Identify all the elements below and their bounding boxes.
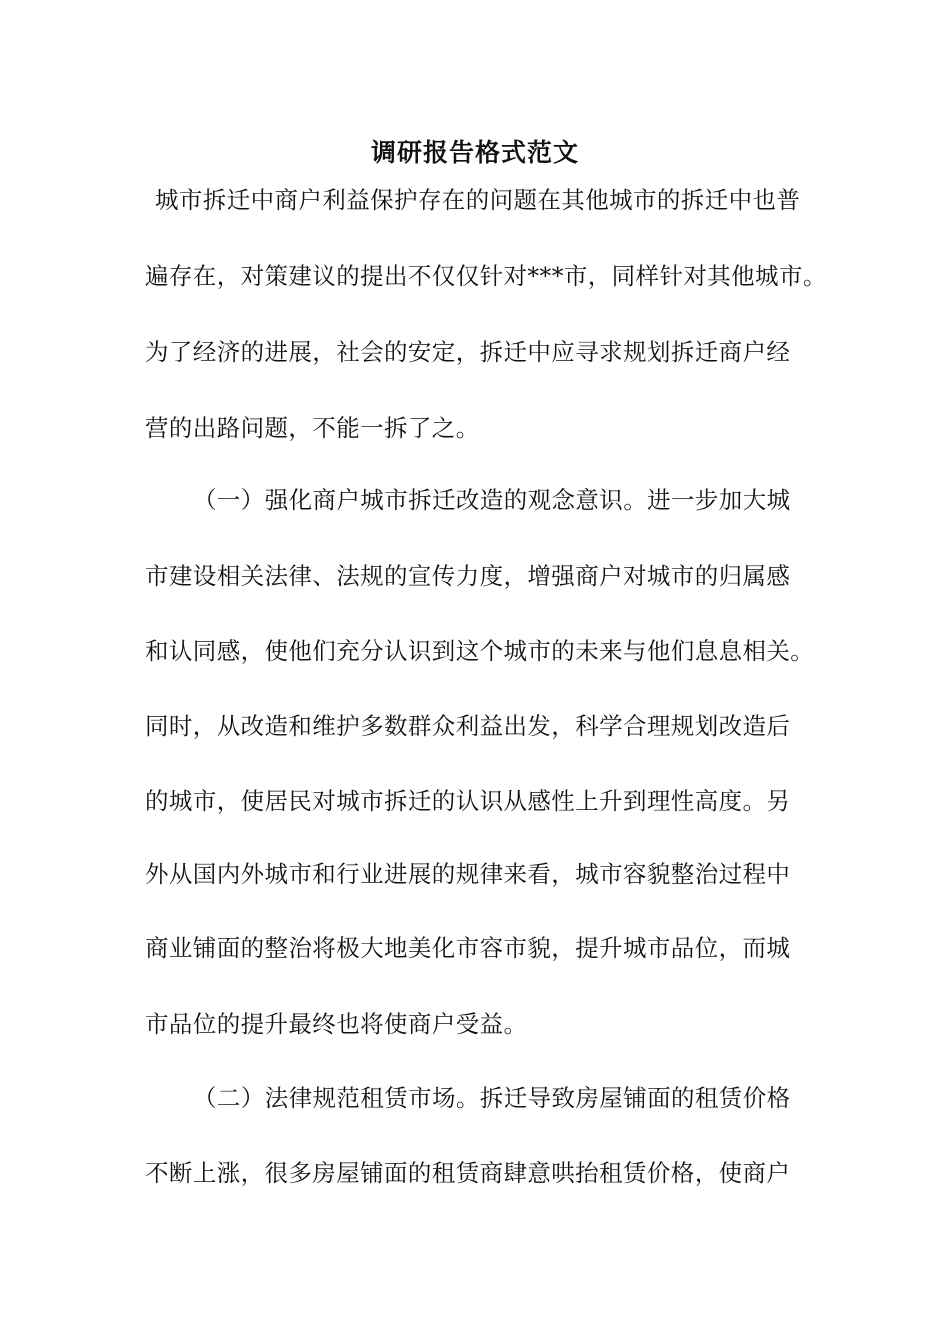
paragraph-line: 商业铺面的整治将极大地美化市容市貌，提升城市品位，而城 bbox=[145, 934, 791, 962]
paragraph-line: 城市拆迁中商户利益保护存在的问题在其他城市的拆迁中也普 bbox=[155, 186, 801, 214]
document-title: 调研报告格式范文 bbox=[370, 138, 579, 167]
paragraph-line: 遍存在，对策建议的提出不仅仅针对***市，同样针对其他城市。 bbox=[145, 262, 827, 290]
paragraph-line: 外从国内外城市和行业进展的规律来看，城市容貌整治过程中 bbox=[145, 860, 791, 888]
paragraph-line: 市建设相关法律、法规的宣传力度，增强商户对城市的归属感 bbox=[145, 562, 791, 590]
paragraph-line: （二）法律规范租赁市场。拆迁导致房屋铺面的租赁价格 bbox=[193, 1084, 791, 1112]
paragraph-line: 和认同感，使他们充分认识到这个城市的未来与他们息息相关。 bbox=[145, 637, 815, 665]
paragraph-line: 的城市，使居民对城市拆迁的认识从感性上升到理性高度。另 bbox=[145, 787, 791, 815]
paragraph-line: 市品位的提升最终也将使商户受益。 bbox=[145, 1010, 528, 1038]
paragraph-line: （一）强化商户城市拆迁改造的观念意识。进一步加大城 bbox=[193, 486, 791, 514]
paragraph-line: 不断上涨，很多房屋铺面的租赁商肆意哄抬租赁价格，使商户 bbox=[145, 1159, 791, 1187]
paragraph-line: 同时，从改造和维护多数群众利益出发，科学合理规划改造后 bbox=[145, 712, 791, 740]
paragraph-line: 为了经济的进展，社会的安定，拆迁中应寻求规划拆迁商户经 bbox=[145, 338, 791, 366]
paragraph-line: 营的出路问题，不能一拆了之。 bbox=[145, 414, 480, 442]
